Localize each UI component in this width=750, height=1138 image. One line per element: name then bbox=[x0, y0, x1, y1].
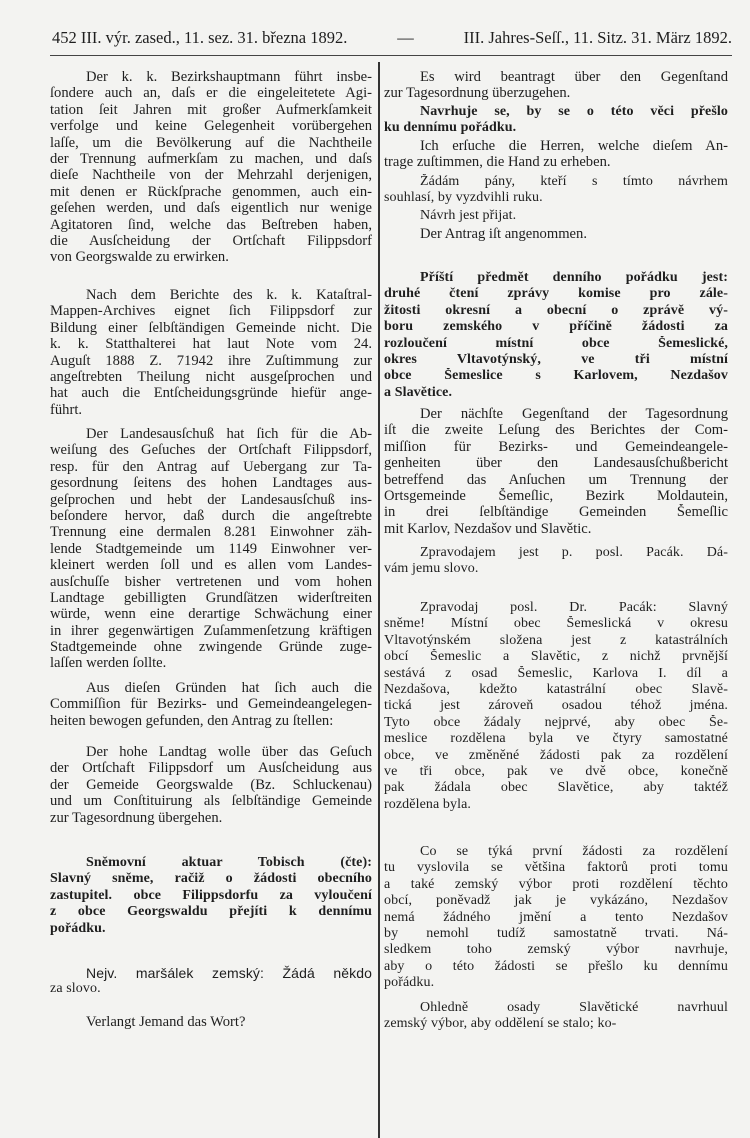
text-line: laſſe, um die Bevölkerung auf die Nachtheile bbox=[50, 134, 372, 151]
right-paragraph bbox=[384, 174, 728, 207]
text-line: pořádku. bbox=[384, 975, 435, 991]
text-line: geſehen werden, und daſs eigentlich nur wenige bbox=[50, 200, 372, 217]
text-line: Návrh jest přijat. bbox=[420, 208, 517, 223]
column-divider bbox=[378, 62, 380, 1138]
text-line: Zpravodajem jest p. posl. Pacák. Dá- bbox=[420, 545, 728, 560]
header-dash: — bbox=[397, 28, 414, 47]
text-line: hat auch die Entſcheidungsgründe hiefür ange- bbox=[50, 385, 372, 402]
text-line: in ihrer gegenwärtigen Zuſammenſetzung kräftigen bbox=[50, 622, 372, 639]
text-line: beſondere hervor, daß durch die angeſtrebte bbox=[50, 507, 372, 524]
text-line: Trennung eine dermalen 8.281 Einwohner zäh- bbox=[50, 524, 372, 541]
text-line: genheiten über den Landesausſchußbericht bbox=[384, 455, 728, 472]
text-line: tická jest zároveň osadou téhož jména. bbox=[384, 698, 728, 714]
left-paragraph bbox=[50, 855, 372, 937]
left-paragraph bbox=[50, 69, 372, 266]
text-line: nemá žádného jmění a tento Nezdašov bbox=[384, 909, 728, 925]
right-paragraph bbox=[384, 844, 728, 992]
text-line: in drei ſelbſtändige Gemeinden Šemeſlic bbox=[384, 504, 728, 521]
right-paragraph bbox=[384, 208, 728, 224]
text-line: miſſion für Bezirks- und Gemeindeangele- bbox=[384, 438, 728, 455]
running-header bbox=[52, 28, 732, 48]
text-line: angeſtrebten Theilung nicht ausgeſprochen und bbox=[50, 368, 372, 385]
text-line: zastupitel. obce Filippsdorfu za vyloučení bbox=[50, 887, 372, 903]
text-line: zemský výbor, aby oddělení se stalo; ko- bbox=[384, 1016, 617, 1032]
text-line: aby o této žádosti se přešlo ku dennímu bbox=[384, 958, 728, 974]
text-line: geſprochen und hebt der Landesausſchuß ins- bbox=[50, 491, 372, 508]
text-line: sestává z osad Šemeslic, Karlova I. díl a bbox=[384, 665, 728, 681]
text-line: verfolge und keine Gelegenheit vorübergehen bbox=[50, 118, 372, 135]
right-paragraph bbox=[384, 138, 728, 171]
text-line: Auguſt 1888 Z. 71942 ihre Zuſtimmung zur bbox=[50, 352, 372, 369]
text-line: iſt die zweite Leſung des Berichtes der Com- bbox=[384, 422, 728, 439]
text-line: obcí, poněvadž jak je vykázáno, Nezdašov bbox=[384, 893, 728, 909]
header-rule bbox=[50, 55, 732, 56]
text-line: Es wird beantragt über den Gegenſtand bbox=[420, 69, 728, 85]
text-line: pořádku. bbox=[50, 920, 106, 936]
text-line: Příští předmět denního pořádku jest: bbox=[420, 270, 728, 285]
text-line: mit denen er Rückſprache genommen, auch ein- bbox=[50, 183, 372, 200]
text-line: souhlasí, by vyzdvihli ruku. bbox=[384, 190, 543, 206]
right-paragraph bbox=[384, 226, 728, 242]
text-line: vám jemu slovo. bbox=[384, 561, 479, 577]
text-line: Stadtgemeinde ohne zwingende Gründe zuge- bbox=[50, 639, 372, 656]
text-line: Nach dem Berichte des k. k. Kataſtral- bbox=[86, 287, 372, 303]
text-line: Nezdašova, kdežto katastrální obec Slavě- bbox=[384, 681, 728, 697]
left-paragraph bbox=[50, 965, 372, 998]
right-paragraph bbox=[384, 600, 728, 813]
text-line: žitosti okresní a obecní o zprávě vý- bbox=[384, 302, 728, 318]
right-paragraph bbox=[384, 69, 728, 102]
text-line: Ich erſuche die Herren, welche dieſem An- bbox=[420, 138, 728, 154]
text-line: und um Conſtituirung als ſelbſtändige Gemeinde bbox=[50, 793, 372, 810]
text-line: trage zuſtimmen, die Hand zu erheben. bbox=[384, 154, 611, 171]
text-line: Bildung einer ſelbſtändigen Gemeinde nicht. Die bbox=[50, 319, 372, 336]
text-line: Verlangt Jemand das Wort? bbox=[86, 1014, 246, 1030]
text-line: meslice rozdělena byla ve čtyry samostatné bbox=[384, 731, 728, 747]
text-line: Tyto obce žádaly nejprvé, aby obec Še- bbox=[384, 714, 728, 730]
text-line: Der hohe Landtag wolle über das Geſuch bbox=[86, 744, 372, 760]
text-line: gesordnung ſeitens des hohen Landtages aus- bbox=[50, 475, 372, 492]
text-line: boru zemského v příčině žádosti za bbox=[384, 319, 728, 335]
text-line: Navrhuje se, by se o této věci přešlo bbox=[420, 104, 728, 119]
text-line: sněme! Místní obec Šemeslická v okresu bbox=[384, 616, 728, 632]
right-paragraph bbox=[384, 1000, 728, 1033]
left-paragraph bbox=[50, 1014, 372, 1030]
text-line: z obce Georgswaldu přejíti k dennímu bbox=[50, 904, 372, 920]
text-line: zur Tagesordnung übergehen. bbox=[50, 809, 223, 826]
text-line: okres Vltavotýnský, ve tři místní bbox=[384, 351, 728, 367]
text-line: Der k. k. Bezirkshauptmann führt insbe- bbox=[86, 69, 372, 85]
text-line: Commiſſion für Bezirks- und Gemeindeangelegen- bbox=[50, 696, 372, 713]
left-paragraph bbox=[50, 744, 372, 826]
text-line: za slovo. bbox=[50, 981, 101, 997]
text-line: tu vyslovila se většina faktorů proti tomu bbox=[384, 860, 728, 876]
text-line: der Ortſchaft Filippsdorf um Ausſcheidung aus bbox=[50, 760, 372, 777]
text-line: Zpravodaj posl. Dr. Pacák: Slavný bbox=[420, 600, 728, 615]
text-line: resp. für den Antrag auf Uebergang zur Ta- bbox=[50, 458, 372, 475]
text-line: kleinert werden ſoll und es allen vom Landes- bbox=[50, 557, 372, 574]
text-line: Agitatoren ſind, welche das Beſtreben haben, bbox=[50, 216, 372, 233]
left-paragraph bbox=[50, 426, 372, 672]
text-line: Landtage gebilligten Grundſätzen widerſtreiten bbox=[50, 589, 372, 606]
text-line: a Slavětice. bbox=[384, 384, 453, 400]
text-line: rozdělena byla. bbox=[384, 796, 472, 812]
text-line: der Gemeide Georgswalde (Bz. Schluckenau) bbox=[50, 776, 372, 793]
text-line: by nemohl tudíž samostatně trvati. Ná- bbox=[384, 925, 728, 941]
right-paragraph bbox=[384, 406, 728, 537]
text-line: Der nächſte Gegenſtand der Tagesordnung bbox=[420, 406, 728, 422]
text-line: obce, ve změněné žádosti pak za rozdělení bbox=[384, 747, 728, 763]
text-line: pak žádala obec Slavětice, aby taktéž bbox=[384, 780, 728, 796]
text-line: führt. bbox=[50, 401, 83, 418]
header-german: III. Jahres-Seſſ., 11. Sitz. 31. März 1892. bbox=[463, 28, 732, 47]
text-line: tation ſeit Jahren mit großer Aufmerkſamkeit bbox=[50, 101, 372, 118]
text-line: obcí Šemeslic a Slavětic, z nichž prvnější bbox=[384, 649, 728, 665]
text-line: die Ausſcheidung der Ortſchaft Filippsdorf bbox=[50, 232, 372, 249]
text-line: mit Karlov, Nezdašov und Slavětic. bbox=[384, 520, 592, 537]
text-line: Der Antrag iſt angenommen. bbox=[420, 226, 587, 242]
text-line: Sněmovní aktuar Tobisch (čte): bbox=[86, 855, 372, 870]
text-line: heiten bewogen gefunden, den Antrag zu ſtellen: bbox=[50, 712, 334, 729]
text-line: laſſen werden ſollte. bbox=[50, 655, 167, 672]
text-line: druhé čtení zprávy komise pro zále- bbox=[384, 286, 728, 302]
left-paragraph bbox=[50, 287, 372, 418]
text-line: dieſe Nachtheile von der Mehrzahl derjenigen, bbox=[50, 167, 372, 184]
text-line: Nejv. maršálek zemský: Žádá někdo bbox=[86, 965, 372, 981]
right-paragraph bbox=[384, 104, 728, 137]
text-line: Der Landesausſchuß hat ſich für die Ab- bbox=[86, 426, 372, 442]
header-czech: 452 III. výr. zased., 11. sez. 31. března 1892. bbox=[52, 28, 348, 47]
text-line: von Georgswalde zu erwirken. bbox=[50, 249, 229, 266]
text-line: k. k. Statthalterei hat laut Note vom 24. bbox=[50, 336, 372, 353]
text-line: lende Stadtgemeinde um 1149 Einwohner ver- bbox=[50, 540, 372, 557]
text-line: ku dennímu pořádku. bbox=[384, 120, 517, 136]
text-line: weiſung des Geſuches der Ortſchaft Filippsdorf, bbox=[50, 442, 372, 459]
text-line: a také zemský výbor proti rozdělení těchto bbox=[384, 876, 728, 892]
text-line: Mappen-Archives eignet ſich Filippsdorf zur bbox=[50, 303, 372, 320]
text-line: zur Tagesordnung überzugehen. bbox=[384, 85, 571, 102]
text-line: Ohledně osady Slavětické navrhuul bbox=[420, 1000, 728, 1015]
text-line: Vltavotýnském složena jest z katastrálních bbox=[384, 632, 728, 648]
right-paragraph bbox=[384, 270, 728, 401]
text-line: ſondere auch an, daſs er die eingeleitetete Agi- bbox=[50, 85, 372, 102]
text-line: rozloučení místní obce Šemeslické, bbox=[384, 335, 728, 351]
text-line: Co se týká první žádosti za rozdělení bbox=[420, 844, 728, 859]
text-line: ve tři obce, pak ve dvě obce, konečně bbox=[384, 763, 728, 779]
text-line: ausſchuſſe bisher vertretenen und vom hohen bbox=[50, 573, 372, 590]
text-line: würde, wenn eine derartige Schwächung einer bbox=[50, 606, 372, 623]
text-line: der Trennung aufmerkſam zu machen, und daſs bbox=[50, 150, 372, 167]
text-line: betreffend das Anſuchen um Trennung der bbox=[384, 471, 728, 488]
text-line: Žádám pány, kteří s tímto návrhem bbox=[420, 174, 728, 189]
text-line: obce Šemeslice s Karlovem, Nezdašov bbox=[384, 368, 728, 384]
text-line: Slavný sněme, račiž o žádosti obecního bbox=[50, 871, 372, 887]
left-paragraph bbox=[50, 680, 372, 729]
right-paragraph bbox=[384, 545, 728, 578]
text-line: Ortsgemeinde Šemeſlic, Bezirk Moldautein, bbox=[384, 487, 728, 504]
text-line: Aus dieſen Gründen hat ſich auch die bbox=[86, 680, 372, 696]
text-line: sledkem toho zemský výbor navrhuje, bbox=[384, 942, 728, 958]
